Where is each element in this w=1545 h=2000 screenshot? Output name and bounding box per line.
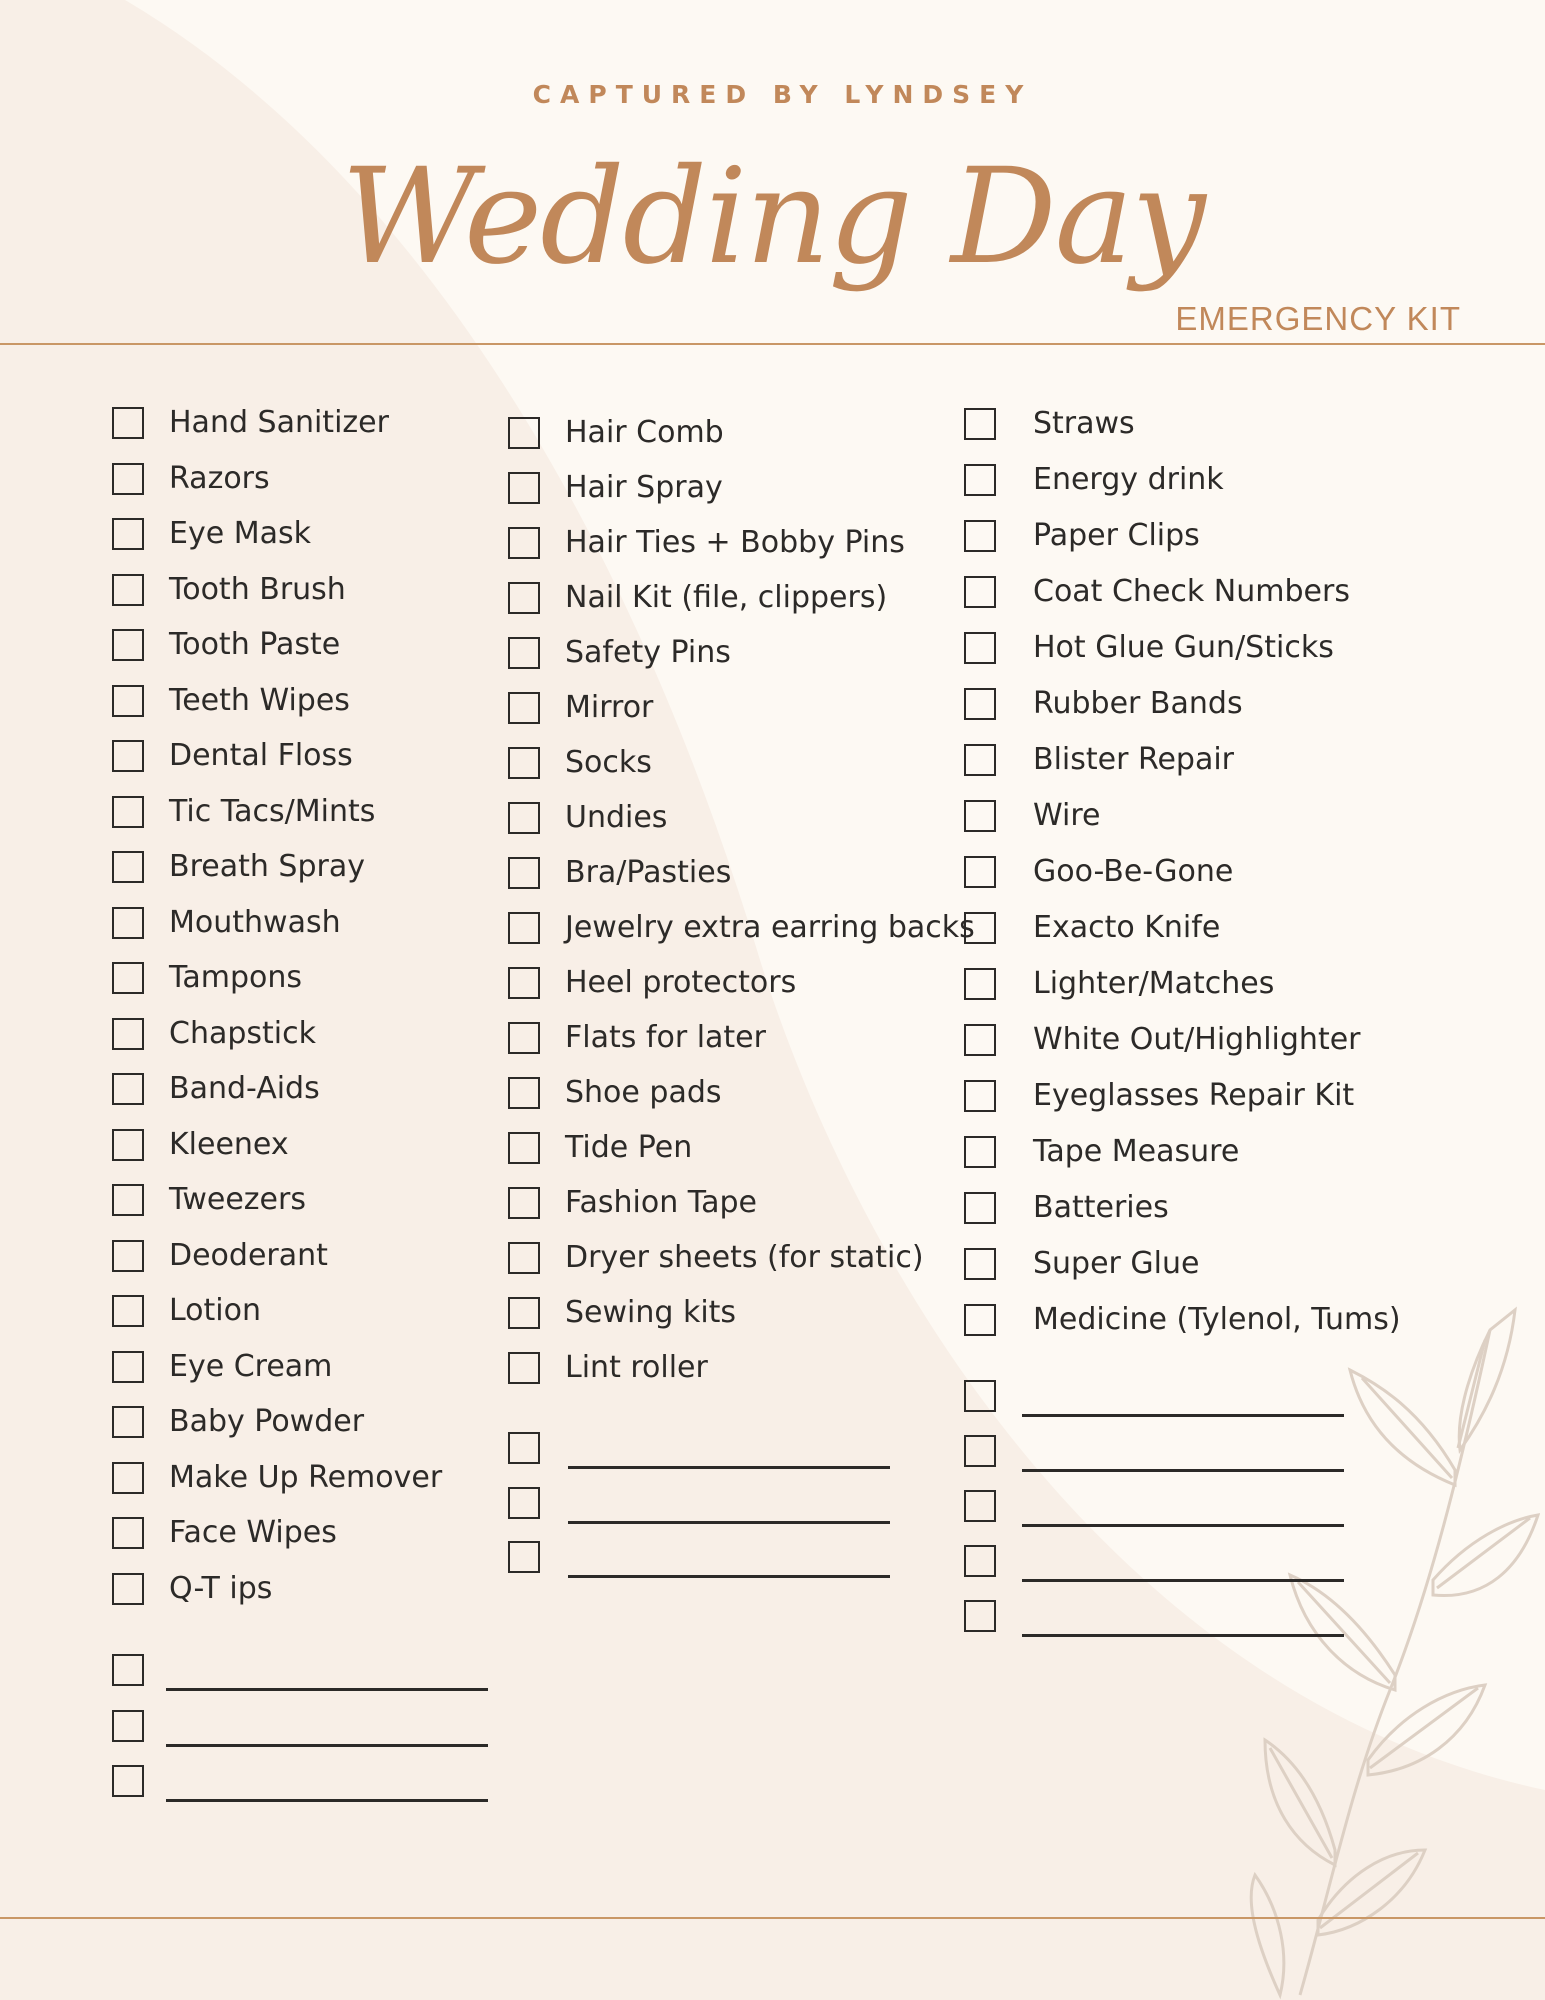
checkbox[interactable]	[112, 1765, 144, 1797]
leaf-branch-icon	[1240, 1290, 1540, 2000]
checkbox[interactable]	[112, 907, 144, 939]
checklist-item-label: Hair Spray	[565, 470, 723, 505]
checklist-item-label: Tape Measure	[1033, 1134, 1240, 1169]
checkbox[interactable]	[112, 685, 144, 717]
checkbox[interactable]	[112, 1018, 144, 1050]
checklist-item-label: Energy drink	[1033, 462, 1224, 497]
checkbox[interactable]	[112, 1184, 144, 1216]
checklist-item-label: Super Glue	[1033, 1246, 1200, 1281]
checklist-item-label: Jewelry extra earring backs	[565, 910, 975, 945]
checklist-item-label: Eye Mask	[169, 516, 311, 551]
checklist-item-label: Band-Aids	[169, 1071, 320, 1106]
checkbox[interactable]	[508, 417, 540, 449]
checklist-item-label: Mouthwash	[169, 904, 341, 940]
checkbox[interactable]	[112, 1295, 144, 1327]
checkbox[interactable]	[964, 1304, 996, 1336]
checklist-item-label: Fashion Tape	[565, 1185, 758, 1220]
checkbox[interactable]	[112, 1073, 144, 1105]
checkbox[interactable]	[112, 1406, 144, 1438]
checklist-item-label: Safety Pins	[565, 635, 731, 670]
checkbox[interactable]	[112, 1462, 144, 1494]
checkbox[interactable]	[508, 1077, 540, 1109]
checkbox[interactable]	[112, 463, 144, 495]
checkbox[interactable]	[964, 856, 996, 888]
checkbox[interactable]	[964, 464, 996, 496]
checklist-item-label: Rubber Bands	[1033, 686, 1243, 721]
checkbox[interactable]	[112, 1517, 144, 1549]
checklist-item-label: Flats for later	[565, 1020, 766, 1055]
checkbox[interactable]	[964, 1192, 996, 1224]
checkbox[interactable]	[964, 1600, 996, 1632]
checkbox[interactable]	[964, 744, 996, 776]
checklist-item-label: Blister Repair	[1033, 742, 1235, 777]
write-in-line[interactable]	[166, 1688, 488, 1691]
checkbox[interactable]	[112, 1573, 144, 1605]
write-in-line[interactable]	[1022, 1469, 1344, 1472]
checkbox[interactable]	[508, 1487, 540, 1519]
checkbox[interactable]	[112, 962, 144, 994]
checkbox[interactable]	[508, 1541, 540, 1573]
checklist-item-label: Lighter/Matches	[1033, 966, 1275, 1001]
checkbox[interactable]	[508, 967, 540, 999]
footer-divider	[0, 1917, 1545, 1919]
checklist-item-label: Q-T ips	[169, 1570, 273, 1606]
checkbox[interactable]	[508, 1242, 540, 1274]
checklist-item-label: Sewing kits	[565, 1295, 737, 1330]
checkbox[interactable]	[964, 1490, 996, 1522]
checklist-item-label: Hand Sanitizer	[169, 405, 389, 440]
checklist-item-label: Breath Spray	[169, 849, 365, 884]
checkbox[interactable]	[964, 800, 996, 832]
checkbox[interactable]	[508, 802, 540, 834]
checklist-item-label: Straws	[1033, 406, 1135, 441]
checkbox[interactable]	[508, 527, 540, 559]
brand-name: CAPTURED BY LYNDSEY	[532, 80, 1033, 109]
checkbox[interactable]	[964, 1248, 996, 1280]
checklist-item-label: Batteries	[1033, 1190, 1169, 1225]
checklist-item-label: Chapstick	[169, 1015, 316, 1051]
checklist-item-label: Nail Kit (file, clippers)	[565, 580, 888, 615]
checklist-item-label: Baby Powder	[169, 1404, 365, 1439]
write-in-line[interactable]	[1022, 1524, 1344, 1527]
checkbox[interactable]	[508, 912, 540, 944]
checkbox[interactable]	[508, 692, 540, 724]
checkbox[interactable]	[112, 629, 144, 661]
page-subtitle: EMERGENCY KIT	[1175, 300, 1461, 337]
checkbox[interactable]	[508, 747, 540, 779]
checkbox[interactable]	[964, 576, 996, 608]
checklist-item-label: Eye Cream	[169, 1348, 333, 1384]
checkbox[interactable]	[508, 1132, 540, 1164]
checkbox[interactable]	[508, 1022, 540, 1054]
checkbox[interactable]	[112, 518, 144, 550]
write-in-line[interactable]	[166, 1799, 488, 1802]
checkbox[interactable]	[508, 1297, 540, 1329]
checkbox[interactable]	[112, 851, 144, 883]
checklist-item-label: Heel protectors	[565, 965, 797, 1000]
write-in-line[interactable]	[1022, 1634, 1344, 1637]
checklist-item-label: Shoe pads	[565, 1075, 722, 1110]
checklist-item-label: Kleenex	[169, 1126, 289, 1162]
checkbox[interactable]	[964, 1024, 996, 1056]
checkbox[interactable]	[964, 520, 996, 552]
checkbox[interactable]	[112, 796, 144, 828]
checklist-item-label: Socks	[565, 745, 652, 780]
checkbox[interactable]	[964, 1435, 996, 1467]
checklist-item-label: Razors	[169, 460, 270, 496]
checklist-item-label: Paper Clips	[1033, 518, 1200, 553]
checklist-item-label: Hot Glue Gun/Sticks	[1033, 630, 1334, 665]
checklist-item-label: Tide Pen	[565, 1130, 693, 1165]
checklist-item-label: Face Wipes	[169, 1515, 337, 1550]
checklist-item-label: Tweezers	[169, 1182, 306, 1217]
checkbox[interactable]	[112, 740, 144, 772]
checklist-item-label: Deoderant	[169, 1237, 328, 1273]
checklist-item-label: Teeth Wipes	[169, 682, 350, 718]
checkbox[interactable]	[964, 1080, 996, 1112]
checklist-item-label: Undies	[565, 800, 668, 835]
checklist-item-label: Dental Floss	[169, 738, 353, 773]
checkbox[interactable]	[964, 688, 996, 720]
checklist-item-label: Tampons	[169, 960, 303, 995]
checklist-item-label: Bra/Pasties	[565, 855, 732, 890]
checkbox[interactable]	[964, 912, 996, 944]
write-in-line[interactable]	[568, 1575, 890, 1578]
checklist-item-label: Goo-Be-Gone	[1033, 854, 1234, 889]
checkbox[interactable]	[112, 1654, 144, 1686]
checkbox[interactable]	[964, 968, 996, 1000]
checkbox[interactable]	[964, 408, 996, 440]
checkbox[interactable]	[508, 1432, 540, 1464]
checkbox[interactable]	[112, 574, 144, 606]
header-divider	[0, 343, 1545, 345]
checkbox[interactable]	[508, 582, 540, 614]
checkbox[interactable]	[112, 1710, 144, 1742]
checklist-item-label: Mirror	[565, 690, 654, 725]
checkbox[interactable]	[112, 1351, 144, 1383]
checklist-item-label: White Out/Highlighter	[1033, 1022, 1361, 1057]
checklist-item-label: Hair Comb	[565, 415, 724, 450]
write-in-line[interactable]	[166, 1744, 488, 1747]
checklist-item-label: Tic Tacs/Mints	[169, 793, 376, 829]
checklist-item-label: Medicine (Tylenol, Tums)	[1033, 1302, 1401, 1337]
checklist-item-label: Make Up Remover	[169, 1459, 443, 1495]
checklist-item-label: Dryer sheets (for static)	[565, 1240, 924, 1275]
write-in-line[interactable]	[1022, 1414, 1344, 1417]
checkbox[interactable]	[964, 632, 996, 664]
checklist-item-label: Tooth Brush	[169, 571, 346, 607]
checklist-item-label: Hair Ties + Bobby Pins	[565, 525, 905, 560]
checklist-item-label: Lint roller	[565, 1350, 708, 1385]
checklist-item-label: Exacto Knife	[1033, 910, 1221, 945]
checklist-item-label: Lotion	[169, 1293, 262, 1328]
checkbox[interactable]	[508, 637, 540, 669]
checklist-item-label: Coat Check Numbers	[1033, 574, 1350, 609]
checklist-item-label: Tooth Paste	[169, 627, 341, 662]
checklist-item-label: Eyeglasses Repair Kit	[1033, 1078, 1355, 1113]
write-in-line[interactable]	[568, 1521, 890, 1524]
checkbox[interactable]	[508, 1187, 540, 1219]
checkbox[interactable]	[112, 407, 144, 439]
write-in-line[interactable]	[568, 1466, 890, 1469]
checkbox[interactable]	[508, 472, 540, 504]
page-title: Wedding Day	[341, 140, 1204, 294]
checkbox[interactable]	[112, 1240, 144, 1272]
checkbox[interactable]	[112, 1129, 144, 1161]
checkbox[interactable]	[508, 1352, 540, 1384]
checkbox[interactable]	[964, 1380, 996, 1412]
checklist-item-label: Wire	[1033, 798, 1101, 833]
checkbox[interactable]	[964, 1136, 996, 1168]
write-in-line[interactable]	[1022, 1579, 1344, 1582]
checkbox[interactable]	[964, 1545, 996, 1577]
checkbox[interactable]	[508, 857, 540, 889]
